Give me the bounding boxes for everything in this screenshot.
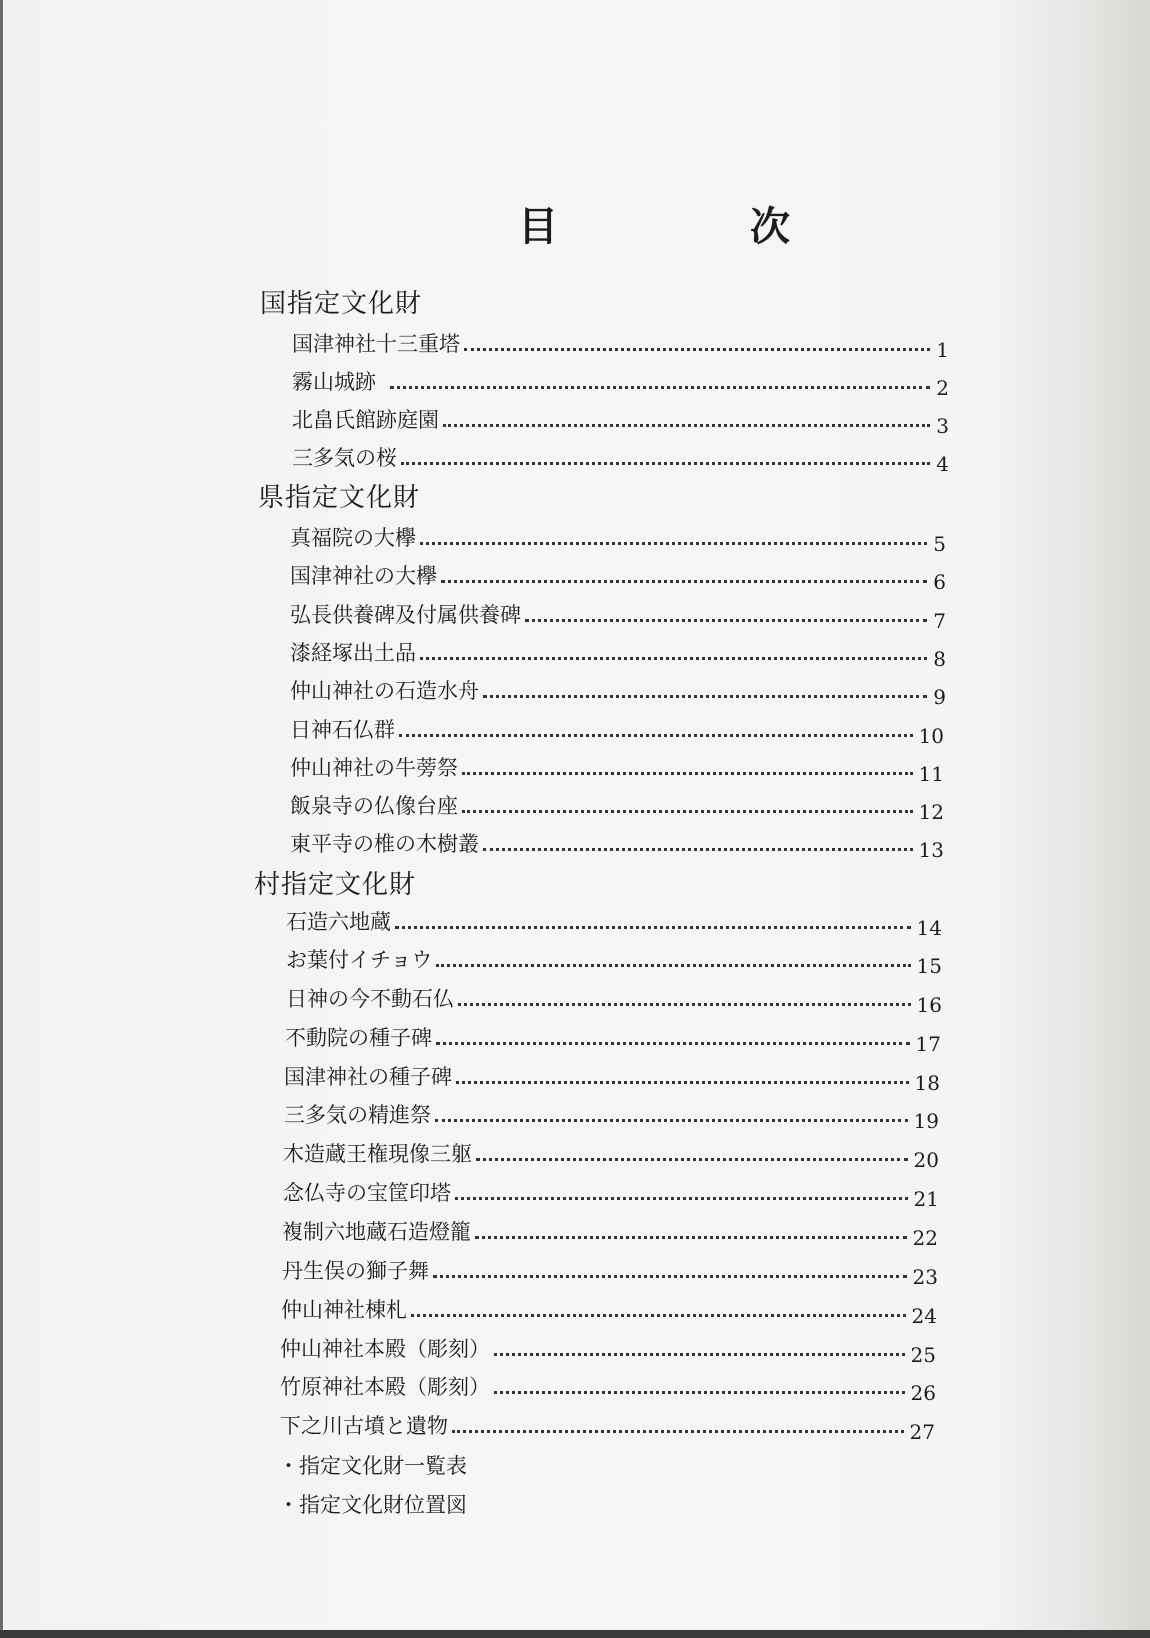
section-heading-village: 村指定文化財 <box>254 870 417 900</box>
dot-leader <box>483 848 913 851</box>
dot-leader <box>483 695 927 698</box>
toc-entry-page: 17 <box>915 1032 941 1056</box>
toc-entry[interactable] <box>282 1214 938 1250</box>
toc-entry-label: 霧山城跡 <box>292 370 376 394</box>
dot-leader <box>462 810 913 813</box>
toc-entry-label: 複制六地蔵石造燈籠 <box>282 1220 471 1244</box>
appendix-item-location-map[interactable]: ・指定文化財位置図 <box>278 1493 467 1517</box>
toc-entry-page: 25 <box>910 1343 936 1367</box>
toc-entry[interactable] <box>286 981 942 1017</box>
toc-entry[interactable] <box>290 558 946 594</box>
toc-entry-label: 下之川古墳と遺物 <box>280 1414 448 1438</box>
toc-entry[interactable] <box>292 364 949 400</box>
dot-leader <box>476 1158 908 1161</box>
dot-leader <box>456 1081 909 1084</box>
page-edge-left <box>0 0 3 1638</box>
toc-entry-page: 11 <box>918 762 944 786</box>
toc-entry-label: 北畠氏館跡庭園 <box>292 408 439 432</box>
toc-entry-page: 10 <box>918 724 944 748</box>
toc-entry-label: 不動院の種子碑 <box>285 1026 432 1050</box>
toc-entry[interactable] <box>282 1253 938 1289</box>
toc-entry-label: 弘長供養碑及付属供養碑 <box>290 603 521 627</box>
toc-entry-page: 20 <box>913 1148 939 1172</box>
toc-entry-label: 国津神社十三重塔 <box>292 332 460 356</box>
toc-entry[interactable] <box>290 635 946 671</box>
toc-entry[interactable] <box>285 1020 941 1056</box>
toc-entry[interactable] <box>286 904 942 940</box>
toc-entry-page: 13 <box>918 838 944 862</box>
toc-entry[interactable] <box>290 712 944 748</box>
appendix-item-list-table[interactable]: ・指定文化財一覧表 <box>278 1454 467 1478</box>
toc-entry-label: 漆経塚出土品 <box>290 641 416 665</box>
toc-entry-label: 日神石仏群 <box>290 718 395 742</box>
toc-entry-page: 12 <box>918 800 944 824</box>
toc-entry-page: 23 <box>912 1265 938 1289</box>
dot-leader <box>441 580 927 583</box>
toc-entry-label: お葉付イチョウ <box>286 948 433 972</box>
toc-entry[interactable] <box>290 520 946 556</box>
toc-entry-label: 飯泉寺の仏像台座 <box>290 794 458 818</box>
toc-entry-page: 6 <box>933 570 946 594</box>
toc-entry-label: 国津神社の種子碑 <box>284 1065 452 1089</box>
toc-entry-label: 日神の今不動石仏 <box>286 987 454 1011</box>
toc-entry-page: 3 <box>936 414 949 438</box>
toc-entry-page: 8 <box>933 647 946 671</box>
toc-entry-label: 木造蔵王権現像三躯 <box>283 1142 472 1166</box>
toc-entry-page: 24 <box>911 1304 937 1328</box>
toc-entry-label: 真福院の大欅 <box>290 526 416 550</box>
dot-leader <box>464 348 930 351</box>
dot-leader <box>395 926 911 929</box>
toc-entry-label: 国津神社の大欅 <box>290 564 437 588</box>
dot-leader <box>420 542 927 545</box>
dot-leader <box>420 657 927 660</box>
toc-entry-label: 三多気の桜 <box>292 446 397 470</box>
toc-entry[interactable] <box>280 1408 935 1444</box>
toc-entry-page: 7 <box>933 609 946 633</box>
toc-entry-page: 27 <box>909 1420 935 1444</box>
toc-entry[interactable] <box>292 402 949 438</box>
toc-entry-label: 仲山神社棟札 <box>281 1298 407 1322</box>
toc-entry[interactable] <box>283 1175 939 1211</box>
page-title: 目 次 <box>518 204 866 250</box>
section-heading-national: 国指定文化財 <box>260 289 423 319</box>
toc-entry-label: 仲山神社の牛蒡祭 <box>290 756 458 780</box>
toc-entry-page: 22 <box>912 1226 938 1250</box>
toc-entry[interactable] <box>290 597 946 633</box>
toc-entry-label: 東平寺の椎の木樹叢 <box>290 832 479 856</box>
toc-entry[interactable] <box>292 326 949 362</box>
toc-entry-page: 14 <box>916 916 942 940</box>
toc-entry-label: 竹原神社本殿（彫刻） <box>280 1375 490 1399</box>
dot-leader <box>411 1314 906 1317</box>
toc-entry-page: 26 <box>910 1381 936 1405</box>
toc-entry-label: 三多気の精進祭 <box>284 1103 431 1127</box>
toc-entry[interactable] <box>290 673 946 709</box>
section-heading-prefectural: 県指定文化財 <box>258 483 421 513</box>
toc-entry[interactable] <box>292 440 949 476</box>
toc-entry-page: 18 <box>914 1071 940 1095</box>
dot-leader <box>475 1236 907 1239</box>
toc-entry-page: 19 <box>913 1109 939 1133</box>
toc-entry[interactable] <box>280 1369 936 1405</box>
dot-leader <box>494 1353 905 1356</box>
dot-leader <box>455 1197 908 1200</box>
toc-entry-page: 9 <box>933 685 946 709</box>
dot-leader <box>433 1275 907 1278</box>
toc-entry-page: 16 <box>916 993 942 1017</box>
toc-entry[interactable] <box>280 1331 936 1367</box>
toc-entry-page: 5 <box>933 532 946 556</box>
toc-entry[interactable] <box>284 1059 940 1095</box>
toc-entry[interactable] <box>290 750 944 786</box>
toc-entry-label: 石造六地蔵 <box>286 910 391 934</box>
toc-entry-page: 2 <box>936 376 949 400</box>
page-edge-bottom <box>0 1630 1150 1638</box>
dot-leader <box>436 964 910 967</box>
dot-leader <box>525 619 927 622</box>
toc-entry[interactable] <box>286 942 942 978</box>
toc-entry-page: 15 <box>916 954 942 978</box>
toc-entry-page: 1 <box>936 338 949 362</box>
dot-leader <box>399 734 913 737</box>
toc-entry-label: 仲山神社の石造水舟 <box>290 679 479 703</box>
dot-leader <box>435 1119 908 1122</box>
dot-leader <box>458 1003 911 1006</box>
toc-entry-page: 21 <box>913 1187 939 1211</box>
toc-entry[interactable] <box>290 788 944 824</box>
toc-entry[interactable] <box>281 1292 937 1328</box>
toc-entry[interactable] <box>290 826 944 862</box>
dot-leader <box>436 1042 910 1045</box>
dot-leader <box>401 462 930 465</box>
toc-entry[interactable] <box>284 1097 939 1133</box>
toc-entry-label: 仲山神社本殿（彫刻） <box>280 1337 490 1361</box>
toc-entry[interactable] <box>283 1136 939 1172</box>
dot-leader <box>462 772 913 775</box>
toc-entry-label: 念仏寺の宝筐印塔 <box>283 1181 451 1205</box>
dot-leader <box>494 1391 905 1394</box>
dot-leader <box>452 1430 904 1433</box>
toc-entry-page: 4 <box>936 452 949 476</box>
dot-leader <box>390 386 930 389</box>
dot-leader <box>443 424 930 427</box>
toc-entry-label: 丹生俣の獅子舞 <box>282 1259 429 1283</box>
